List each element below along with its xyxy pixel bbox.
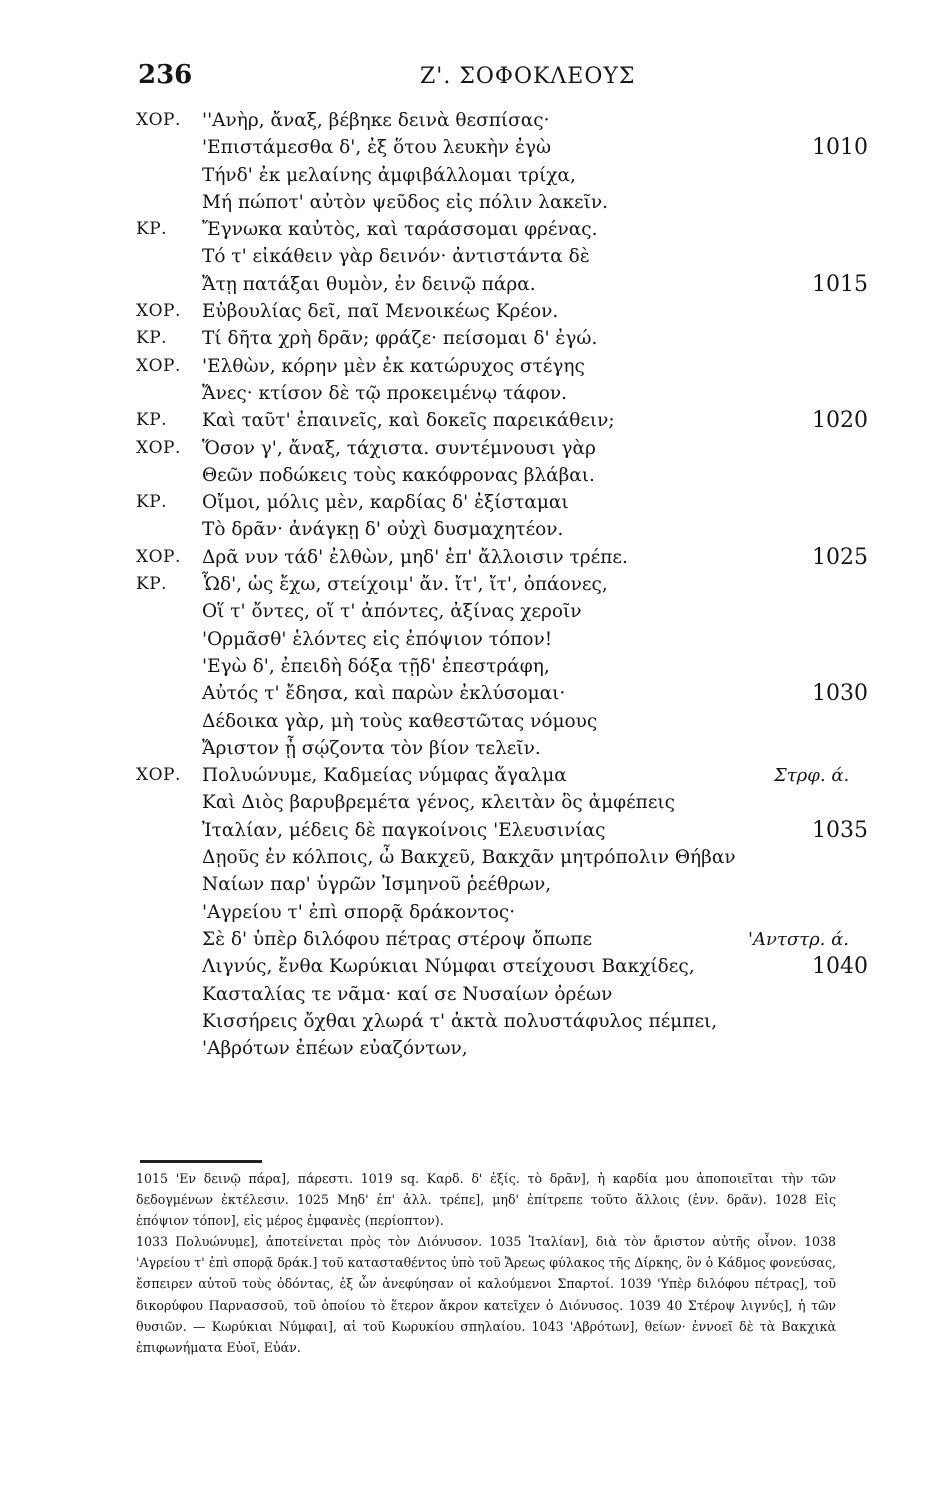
- verse-text: 'Εγὼ δ', ἐπειδὴ δόξα τῇδ' ἐπεστράφη,: [202, 655, 550, 677]
- verse-text: Κασταλίας τε νᾶμα· καί σε Νυσαίων ὀρέων: [202, 983, 613, 1005]
- footnote-paragraph: 1015 'Εν δεινῷ πάρα], πάρεστι. 1019 sq. Καρδ. δ' ἐξίς. τὸ δρᾶν], ἡ καρδία μου ἀποποιεῖται τὴν τῶν δεδογμένων ἐκτέλεσιν. 1025 Μηδ' ἐπ' ἀλλ. τρέπε], μηδ' ἐπίτρεπε τοῦτο ἄλλοις (ἐνν. δρᾶν). 1028 Εἰς ἐπόψιον τόπον], εἰς μέρος ἐμφανὲς (περίοπτον).: [136, 1171, 836, 1229]
- verse-line: [0, 162, 927, 189]
- line-number: 1025: [812, 544, 868, 570]
- verse-text: 'Ελθὼν, κόρην μὲν ἐκ κατώρυχος στέγης: [202, 355, 585, 377]
- page-header: [0, 60, 927, 100]
- verse-text: 'Ορμᾶσθ' ἑλόντες εἰς ἐπόψιον τόπον!: [202, 628, 553, 650]
- verse-line: [0, 407, 927, 434]
- verse-text: Λιγνύς, ἔνθα Κωρύκιαι Νύμφαι στείχουσι Βακχίδες,: [202, 956, 695, 978]
- verse-text: Δρᾶ νυν τάδ' ἐλθὼν, μηδ' ἐπ' ἄλλοισιν τρέπε.: [202, 546, 628, 568]
- verse-line: [0, 762, 927, 789]
- verse-text: Ὧδ', ὡς ἔχω, στείχοιμ' ἄν. ἴτ', ἴτ', ὀπάονες,: [202, 574, 608, 596]
- verse-text: 'Αβρότων ἐπέων εὐαζόντων,: [202, 1038, 468, 1060]
- verse-text: Κισσήρεις ὄχθαι χλωρά τ' ἀκτὰ πολυστάφυλος πέμπει,: [202, 1010, 718, 1032]
- verse-line: [0, 216, 927, 243]
- verse-line: [0, 926, 927, 953]
- verse-line: [0, 462, 927, 489]
- verse-text: Καὶ ταῦτ' ἐπαινεῖς, καὶ δοκεῖς παρεικάθειν;: [202, 410, 615, 432]
- verse-text: Εὐβουλίας δεῖ, παῖ Μενοικέως Κρέον.: [202, 301, 559, 323]
- verse-line: [0, 271, 927, 298]
- speaker-label: ΚΡ.: [136, 492, 168, 513]
- verse-line: [0, 708, 927, 735]
- verse-line: [0, 953, 927, 980]
- verse-line: [0, 516, 927, 543]
- verse-line: [0, 189, 927, 216]
- verse-line: [0, 571, 927, 598]
- verse-line: [0, 107, 927, 134]
- verse-line: [0, 653, 927, 680]
- verse-line: [0, 353, 927, 380]
- verse-text: 'Αγρείου τ' ἐπὶ σπορᾷ δράκοντος·: [202, 901, 516, 923]
- verse-text: Τί δῆτα χρὴ δρᾶν; φράζε· πείσομαι δ' ἐγώ.: [202, 328, 598, 350]
- verse-line: [0, 435, 927, 462]
- verse-line: [0, 134, 927, 161]
- verse-text: Ἄνες· κτίσον δὲ τῷ προκειμένῳ τάφον.: [202, 382, 567, 404]
- verse-text: Σὲ δ' ὑπὲρ διλόφου πέτρας στέροψ ὄπωπε: [202, 928, 593, 950]
- verse-text: ''Ανὴρ, ἄναξ, βέβηκε δεινὰ θεσπίσας·: [202, 110, 550, 131]
- verse-line: [0, 981, 927, 1008]
- line-number: 1015: [812, 271, 868, 297]
- verse-text: Θεῶν ποδώκεις τοὺς κακόφρονας βλάβαι.: [202, 464, 595, 486]
- verse-block: [0, 107, 927, 1062]
- verse-text: Δῃοῦς ἐν κόλποις, ὦ Βακχεῦ, Βακχᾶν μητρόπολιν Θήβαν: [202, 847, 736, 869]
- verse-text: Τὸ δρᾶν· ἀνάγκῃ δ' οὐχὶ δυσμαχητέον.: [202, 519, 564, 541]
- verse-line: [0, 626, 927, 653]
- verse-text: Ναίων παρ' ὑγρῶν Ἰσμηνοῦ ῥεέθρων,: [202, 874, 552, 896]
- verse-line: [0, 789, 927, 816]
- verse-line: [0, 325, 927, 352]
- verse-text: Καὶ Διὸς βαρυβρεμέτα γένος, κλειτὰν ὃς ἀμφέπεις: [202, 792, 676, 814]
- verse-text: Αὐτός τ' ἔδησα, καὶ παρὼν ἐκλύσομαι·: [202, 683, 566, 705]
- speaker-label: ΧΟΡ.: [136, 110, 181, 130]
- page-number: 236: [138, 60, 193, 90]
- verse-text: Οἴμοι, μόλις μὲν, καρδίας δ' ἐξίσταμαι: [202, 492, 569, 514]
- footnote-paragraph: 1033 Πολυώνυμε], ἀποτείνεται πρὸς τὸν Διόνυσον. 1035 Ἰταλίαν], διὰ τὸν ἄριστον αὐτῆς οἶνον. 1038 'Αγρείου τ' ἐπὶ σπορᾷ δράκ.] τοῦ κατασταθέντος ὑπὸ τοῦ Ἄρεως φύλακος τῆς Δίρκης, ὃν ὁ Κάδμος φονεύσας, ἔσπειρεν αὐτοῦ τοὺς ὀδόντας, ἐξ ὧν ἀνεφύησαν οἱ καλούμενοι Σπαρτοί. 1039 'Υπὲρ διλόφου πέτρας], τοῦ δικορύφου Παρνασσοῦ, τοῦ ὁποίου τὸ ἕτερον ἄκρον κατεῖχεν ὁ Διόνυσος. 1039 40 Στέροψ λιγνύς], ἡ τῶν θυσιῶν. — Κωρύκιαι Νύμφαι], αἱ τοῦ Κωρυκίου σπηλαίου. 1043 'Αβρότων], θείων· ἐννοεῖ δὲ τὰ Βακχικὰ ἐπιφωνήματα Εὐοῖ, Εὐάν.: [136, 1234, 836, 1355]
- verse-text: Πολυώνυμε, Καδμείας νύμφας ἄγαλμα: [202, 765, 567, 787]
- verse-line: [0, 899, 927, 926]
- verse-line: [0, 871, 927, 898]
- speaker-label: ΚΡ.: [136, 574, 168, 595]
- line-number: 1020: [812, 408, 868, 434]
- footnotes: [136, 1168, 836, 1358]
- running-title: Ζ'. ΣΟΦΟΚΛΕΟΥΣ: [420, 64, 636, 89]
- verse-line: [0, 489, 927, 516]
- verse-text: Τό τ' εἰκάθειν γὰρ δεινόν· ἀντιστάντα δὲ: [202, 246, 590, 268]
- speaker-label: ΚΡ.: [136, 410, 168, 431]
- verse-line: [0, 243, 927, 270]
- verse-line: [0, 298, 927, 325]
- verse-text: Ἔγνωκα καὐτὸς, καὶ ταράσσομαι φρένας.: [202, 219, 598, 241]
- verse-line: [0, 1035, 927, 1062]
- speaker-label: ΚΡ.: [136, 328, 168, 349]
- verse-text: Μή πώποτ' αὐτὸν ψεῦδος εἰς πόλιν λακεῖν.: [202, 191, 608, 213]
- speaker-label: ΧΟΡ.: [136, 301, 181, 322]
- verse-text: Δέδοικα γὰρ, μὴ τοὺς καθεστῶτας νόμους: [202, 710, 598, 732]
- verse-text: Ἄριστον ᾖ σῴζοντα τὸν βίον τελεῖν.: [202, 737, 541, 759]
- speaker-label: ΧΟΡ.: [136, 546, 181, 567]
- speaker-label: ΧΟΡ.: [136, 355, 181, 376]
- verse-text: Τήνδ' ἐκ μελαίνης ἀμφιβάλλομαι τρίχα,: [202, 164, 576, 186]
- speaker-label: ΚΡ.: [136, 219, 168, 240]
- line-number: 1030: [812, 681, 868, 707]
- strophe-mark: Στρφ. ά.: [774, 765, 850, 787]
- verse-line: [0, 598, 927, 625]
- verse-line: [0, 817, 927, 844]
- verse-line: [0, 380, 927, 407]
- line-number: 1040: [812, 954, 868, 980]
- speaker-label: ΧΟΡ.: [136, 765, 181, 786]
- line-number: 1035: [812, 817, 868, 843]
- verse-line: [0, 544, 927, 571]
- verse-line: [0, 735, 927, 762]
- footnote-rule: [140, 1160, 262, 1163]
- verse-line: [0, 680, 927, 707]
- verse-text: Ἰταλίαν, μέδεις δὲ παγκοίνοις 'Ελευσινίας: [202, 819, 606, 841]
- speaker-label: ΧΟΡ.: [136, 437, 181, 458]
- verse-text: Ὅσον γ', ἄναξ, τάχιστα. συντέμνουσι γὰρ: [202, 437, 596, 459]
- verse-line: [0, 844, 927, 871]
- verse-text: Ἄτῃ πατάξαι θυμὸν, ἐν δεινῷ πάρα.: [202, 273, 536, 295]
- line-number: 1010: [812, 135, 868, 161]
- verse-text: Οἵ τ' ὄντες, οἵ τ' ἀπόντες, ἀξίνας χεροῖν: [202, 601, 582, 623]
- verse-line: [0, 1008, 927, 1035]
- strophe-mark: 'Αντστρ. ά.: [748, 928, 849, 950]
- verse-text: 'Επιστάμεσθα δ', ἐξ ὅτου λευκὴν ἐγὼ: [202, 137, 552, 159]
